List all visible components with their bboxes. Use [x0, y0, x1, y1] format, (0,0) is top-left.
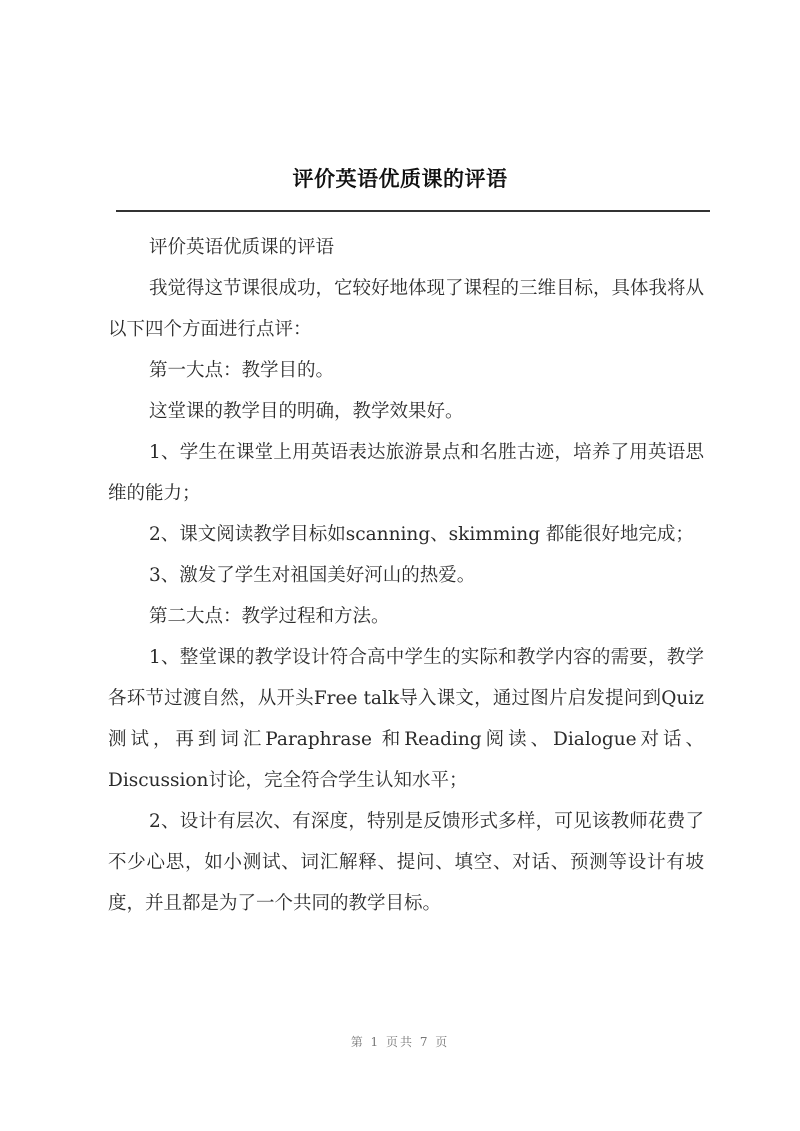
paragraph-heading: 评价英语优质课的评语 — [149, 237, 335, 258]
paragraph-point-two-heading: 第二大点：教学过程和方法。 — [149, 606, 390, 627]
document-body — [108, 227, 704, 924]
paragraph-point-two-item-2: 2、设计有层次、有深度，特别是反馈形式多样，可见该教师花费了不少心思，如小测试、词汇解释、提问、填空、对话、预测等设计有坡度，并且都是为了一个共同的教学目标。 — [108, 811, 704, 914]
paragraph-point-one-item-3: 3、激发了学生对祖国美好河山的热爱。 — [149, 565, 476, 586]
document-title: 评价英语优质课的评语 — [292, 166, 508, 191]
paragraph-point-one-heading: 第一大点：教学目的。 — [149, 360, 335, 381]
paragraph-point-one-item-2: 2、课文阅读教学目标如scanning、skimming 都能很好地完成； — [149, 524, 694, 545]
paragraph-intro: 我觉得这节课很成功，它较好地体现了课程的三维目标，具体我将从以下四个方面进行点评： — [108, 278, 705, 340]
page-number-footer: 第 1 页共 7 页 — [350, 1035, 450, 1049]
paragraph-point-one-summary: 这堂课的教学目的明确，教学效果好。 — [149, 401, 464, 422]
paragraph-point-two-item-1: 1、整堂课的教学设计符合高中学生的实际和教学内容的需要，教学各环节过渡自然，从开头Free talk导入课文，通过图片启发提问到Quiz测试，再到词汇Paraphrase 和Reading阅读、Dialogue对话、Discussion讨论，完全符合学生认知水平； — [108, 647, 704, 791]
title-divider — [116, 210, 710, 212]
paragraph-point-one-item-1: 1、学生在课堂上用英语表达旅游景点和名胜古迹，培养了用英语思维的能力； — [108, 442, 704, 504]
